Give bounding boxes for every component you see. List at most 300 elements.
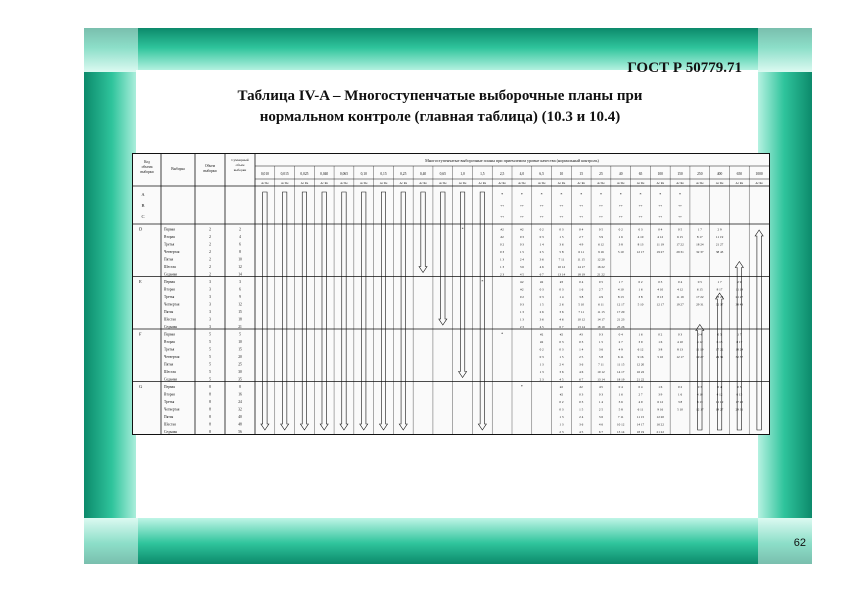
ac-re-value: 2 7	[579, 235, 584, 239]
sample-size: 5	[209, 332, 211, 337]
ac-re-value: 0 3	[539, 287, 544, 292]
arrow-marker: ++	[658, 204, 663, 208]
ac-re-value: 18 19	[597, 325, 605, 329]
ac-re-value: #2	[540, 340, 544, 344]
cumulative-size: 18	[238, 317, 242, 322]
title-line-2: нормальном контроле (главная таблица) (10.3 и 10.4)	[259, 109, 621, 125]
code-label: E	[139, 279, 142, 284]
cumulative-size: 10	[238, 340, 242, 344]
sample-name: Первая	[164, 385, 175, 389]
ac-re-value: 4 12	[657, 235, 664, 239]
arrow-marker: ++	[559, 204, 564, 208]
header-code: выборки	[140, 170, 154, 174]
ac-re-value: 10 12	[617, 422, 625, 427]
standard-code: ГОСТ Р 50779.71	[627, 60, 742, 76]
sample-name: Пятая	[164, 257, 174, 262]
arrow-marker: ++	[599, 215, 603, 219]
aql-value: 400	[716, 172, 723, 176]
header-sample: Выборка	[171, 167, 185, 171]
ac-re-value: 1 3	[500, 265, 505, 269]
header-size: выборки	[203, 169, 217, 173]
ac-re-value: 2 4	[579, 415, 584, 419]
ac-re-value: 13 14	[617, 430, 625, 434]
ac-re-value: 13 14	[597, 377, 605, 382]
ac-re-value: 2 3	[500, 272, 505, 277]
sample-size: 5	[209, 340, 211, 344]
ac-re-value: 0 2	[539, 347, 544, 352]
aql-value: 10	[559, 172, 564, 176]
ac-re-value: 0 2	[658, 332, 663, 337]
ac-re-value: #2	[559, 332, 564, 337]
sample-size: 8	[209, 422, 211, 427]
ac-re-value: 21 22	[636, 377, 645, 382]
ac-re-value: 1 4	[598, 400, 604, 404]
ac-re-value: 0 3	[519, 302, 524, 307]
sample-size: 5	[209, 377, 211, 382]
ac-re-value: 1 6	[658, 340, 663, 344]
frame-bottom-bar	[138, 518, 758, 564]
sample-name: Седьмая	[164, 377, 177, 382]
page-number: 62	[793, 537, 806, 549]
ac-re-value: 32 37	[735, 355, 744, 359]
ac-re-value: 2 3	[519, 325, 524, 329]
down-arrow	[419, 192, 427, 273]
arrow-marker: ++	[539, 204, 544, 208]
ac-re-value: 19 27	[676, 302, 684, 307]
ac-re-value: 1 6	[638, 332, 643, 337]
cumulative-size: 6	[239, 242, 241, 247]
ac-re-value: 8 13	[637, 242, 644, 247]
ac-re-value: 3 6	[559, 310, 564, 314]
ac-re-value: 1 5	[579, 407, 584, 412]
ac-re-label: Ac Re	[537, 181, 546, 185]
ac-re-label: Ac Re	[557, 181, 566, 185]
star-marker: *	[599, 192, 602, 197]
header-cumulative: объем	[235, 163, 245, 167]
ac-re-value: 1 5	[519, 250, 524, 254]
ac-re-value: 7 11	[598, 362, 604, 367]
ac-re-value: 6 11	[617, 355, 624, 359]
cumulative-size: 35	[238, 377, 242, 382]
ac-re-value: 29 31	[676, 250, 684, 254]
ac-re-value: 4 12	[696, 340, 703, 344]
ac-re-value: 3 6	[598, 347, 604, 352]
ac-re-value: 4 12	[716, 392, 723, 397]
sample-name: Четвертая	[164, 407, 180, 412]
ac-re-value: 16 22	[656, 422, 664, 427]
down-arrow	[300, 192, 308, 430]
aql-value: 0,065	[339, 172, 349, 176]
star-marker: *	[679, 192, 682, 197]
ac-re-value: 1 5	[559, 355, 564, 359]
ac-re-value: 1 3	[500, 257, 505, 262]
ac-re-label: Ac Re	[656, 181, 665, 185]
ac-re-value: 2 9	[737, 280, 742, 284]
ac-re-value: 2 7	[638, 392, 643, 397]
ac-re-value: 21 22	[597, 272, 605, 277]
ac-re-value: 1 6	[618, 235, 623, 239]
ac-re-value: 12 17	[696, 407, 704, 412]
ac-re-label: Ac Re	[498, 181, 506, 185]
aql-value: 2,5	[499, 172, 505, 176]
star-marker: *	[560, 192, 563, 197]
ac-re-value: 0 3	[559, 340, 564, 344]
arrow-marker: ++	[519, 215, 524, 219]
aql-value: 0,010	[260, 172, 269, 176]
ac-re-value: 3 6	[598, 415, 604, 419]
ac-re-value: 2 5	[598, 407, 604, 412]
sample-size: 8	[209, 430, 211, 434]
aql-value: 150	[677, 172, 683, 176]
aql-value: 650	[736, 172, 743, 176]
cumulative-size: 14	[238, 272, 242, 277]
sample-name: Первая	[164, 280, 175, 284]
ac-re-value: 2 3	[539, 377, 544, 382]
arrow-marker: ++	[678, 204, 682, 208]
ac-re-value: 6 15	[736, 392, 743, 397]
ac-re-value: 7 11	[578, 310, 585, 314]
ac-re-value: 21 27	[735, 295, 744, 299]
ac-re-value: 4 10	[637, 235, 644, 239]
ac-re-value: 0 5	[677, 227, 683, 232]
ac-re-value: 4 9	[598, 295, 604, 299]
aql-value: 0,65	[439, 172, 446, 176]
ac-re-value: 0 5	[737, 385, 742, 389]
cumulative-size: 48	[238, 422, 242, 427]
ac-re-value: 18 19	[636, 430, 645, 434]
ac-re-value: 14 17	[597, 317, 605, 322]
ac-re-value: 12 20	[656, 415, 664, 419]
aql-value: 0,25	[400, 172, 407, 176]
cumulative-size: 32	[238, 407, 242, 412]
ac-re-value: 29 31	[696, 302, 704, 307]
star-marker: *	[619, 192, 622, 197]
code-label: B	[141, 203, 145, 208]
ac-re-label: Ac Re	[478, 181, 487, 185]
cumulative-size: 12	[238, 302, 242, 307]
sample-size: 8	[209, 415, 211, 419]
ac-re-value: 1 3	[519, 317, 524, 322]
sample-name: Вторая	[164, 392, 175, 397]
down-arrow	[281, 192, 289, 430]
cumulative-size: 4	[239, 235, 241, 239]
sample-size: 3	[209, 310, 211, 314]
ac-re-value: 5 8	[598, 355, 604, 359]
ac-re-value: 0 4	[697, 332, 702, 337]
sample-name: Пятая	[164, 310, 174, 314]
sample-name: Первая	[164, 227, 175, 232]
ac-re-label: Ac Re	[616, 181, 625, 185]
header-code: Код	[144, 160, 150, 164]
ac-re-value: 1 6	[658, 385, 663, 389]
sample-size: 3	[209, 317, 211, 322]
ac-re-value: 3 6	[539, 317, 544, 322]
up-arrow	[755, 230, 763, 430]
ac-re-value: 1 5	[598, 340, 604, 344]
cumulative-size: 5	[239, 332, 241, 337]
ac-re-value: 0 3	[697, 385, 702, 389]
ac-re-value: 4 6	[598, 422, 604, 427]
ac-re-value: 4 9	[618, 347, 623, 352]
ac-re-value: 2 4	[519, 257, 524, 262]
arrow-marker: ++	[559, 215, 564, 219]
ac-re-value: 6 11	[598, 302, 604, 307]
ac-re-value: 2 9	[717, 227, 722, 232]
sample-name: Вторая	[164, 340, 175, 344]
ac-re-value: 10 12	[557, 265, 566, 269]
aql-value: 100	[657, 172, 663, 176]
aql-value: 6,5	[539, 172, 544, 176]
ac-re-value: 3 6	[559, 370, 564, 374]
ac-re-value: 0 2	[500, 242, 505, 247]
ac-re-value: 0 3	[539, 295, 544, 299]
ac-re-value: 12 17	[617, 302, 625, 307]
arrow-marker: ++	[678, 215, 682, 219]
ac-re-label: Ac Re	[419, 181, 427, 185]
star-marker: *	[639, 192, 642, 197]
sample-name: Пятая	[164, 362, 174, 367]
ac-re-value: 3 6	[579, 362, 584, 367]
ac-re-value: 8 13	[617, 295, 624, 299]
sample-size: 3	[209, 295, 211, 299]
arrow-marker: ++	[638, 215, 643, 219]
aql-value: 0,40	[419, 172, 427, 176]
cumulative-size: 16	[238, 392, 242, 397]
ac-re-value: 13 14	[577, 325, 585, 329]
ac-re-value: 12 17	[676, 355, 684, 359]
aql-value: 250	[697, 172, 703, 176]
ac-re-value: 16 22	[597, 265, 605, 269]
ac-re-value: 25 26	[617, 325, 625, 329]
ac-re-value: 11 19	[696, 347, 704, 352]
sample-size: 3	[209, 325, 211, 329]
ac-re-value: 0 3	[579, 340, 584, 344]
header-code: объема	[141, 165, 153, 169]
ac-re-value: 18 24	[696, 242, 704, 247]
ac-re-value: 6 12	[598, 242, 604, 247]
ac-re-label: Ac Re	[636, 181, 645, 185]
ac-re-label: Ac Re	[439, 181, 447, 185]
ac-re-value: 6 7	[559, 325, 564, 329]
cumulative-size: 12	[238, 265, 242, 269]
ac-re-value: 0 3	[559, 347, 564, 352]
ac-re-value: 3 9	[658, 392, 663, 397]
arrow-marker: ++	[579, 215, 584, 219]
cumulative-size: 15	[238, 347, 242, 352]
ac-re-value: 3 6	[579, 422, 584, 427]
ac-re-value: 6 7	[598, 430, 604, 434]
ac-re-value: #2	[520, 227, 524, 232]
ac-re-value: 2 6	[539, 310, 544, 314]
ac-re-value: 19 27	[715, 407, 724, 412]
sample-name: Четвертая	[164, 302, 180, 307]
arrow-marker: ++	[638, 204, 643, 208]
ac-re-label: Ac Re	[715, 181, 724, 185]
sample-name: Пятая	[164, 415, 174, 419]
ac-re-value: #3	[579, 332, 583, 337]
ac-re-value: 0 3	[638, 227, 643, 232]
page-title	[180, 86, 700, 128]
ac-re-value: 17 22	[696, 295, 704, 299]
ac-re-value: 0 3	[519, 235, 524, 239]
cumulative-size: 9	[239, 295, 241, 299]
sample-size: 5	[209, 347, 211, 352]
sample-name: Третья	[164, 347, 175, 352]
star-marker: *	[520, 192, 523, 197]
sample-size: 8	[209, 385, 211, 389]
down-arrow	[360, 192, 368, 430]
ac-re-value: 4 6	[559, 317, 564, 322]
sample-name: Вторая	[164, 235, 175, 239]
ac-re-value: 0 4	[658, 227, 663, 232]
ac-re-value: 8 13	[657, 295, 664, 299]
ac-re-value: 14 17	[636, 422, 645, 427]
aql-value: 1000	[755, 172, 763, 176]
ac-re-value: 5 8	[618, 407, 623, 412]
ac-re-label: Ac Re	[755, 181, 763, 185]
ac-re-value: 6 7	[539, 272, 544, 277]
ac-re-value: 0 3	[579, 392, 584, 397]
ac-re-value: 0 2	[638, 280, 643, 284]
cumulative-size: 25	[238, 362, 242, 367]
ac-re-value: 21 22	[656, 430, 664, 434]
ac-re-value: 6 15	[677, 235, 683, 239]
ac-re-value: 4 10	[657, 287, 664, 292]
ac-re-value: 0 4	[677, 280, 683, 284]
sample-size: 8	[209, 400, 211, 404]
down-arrow	[459, 192, 467, 378]
ac-re-value: 3 6	[539, 257, 544, 262]
ac-re-value: 1 7	[737, 332, 742, 337]
ac-re-label: Ac Re	[340, 181, 348, 185]
ac-re-value: 9 16	[598, 250, 604, 254]
ac-re-value: 1 3	[539, 362, 544, 367]
ac-re-value: 0 2	[618, 227, 623, 232]
ac-re-value: 3 8	[638, 295, 643, 299]
sample-size: 2	[209, 250, 211, 254]
ac-re-value: 2 7	[598, 287, 604, 292]
ac-re-value: 11 19	[676, 295, 684, 299]
ac-re-value: 3 8	[618, 242, 623, 247]
ac-re-value: 14 17	[577, 265, 585, 269]
star-marker: *	[580, 192, 583, 197]
cumulative-size: 56	[238, 430, 242, 434]
sample-size: 2	[209, 257, 211, 262]
ac-re-value: 9 16	[657, 407, 664, 412]
ac-re-value: 38 43	[735, 302, 744, 307]
ac-re-value: 0 3	[559, 287, 564, 292]
ac-re-value: 2 4	[559, 362, 564, 367]
ac-re-value: 4 10	[617, 287, 624, 292]
code-label: D	[139, 226, 143, 232]
cumulative-size: 8	[239, 385, 241, 389]
aql-value: 0,040	[320, 172, 329, 176]
ac-re-value: 4 5	[519, 272, 524, 277]
ac-re-value: 4 5	[559, 377, 564, 382]
ac-re-value: #3	[599, 385, 603, 389]
ac-re-value: 0 2	[519, 295, 524, 299]
sample-name: Третья	[164, 242, 175, 247]
ac-re-value: 4 10	[677, 340, 683, 344]
ac-re-value: 5 10	[578, 302, 585, 307]
cumulative-size: 3	[239, 280, 241, 284]
ac-re-label: Ac Re	[379, 181, 388, 185]
frame-corner-top-right	[756, 28, 812, 72]
ac-re-value: 6 12	[657, 400, 664, 404]
sample-name: Шестая	[164, 317, 176, 322]
ac-re-value: #2	[579, 385, 583, 389]
ac-re-value: 0 4	[579, 227, 584, 232]
ac-re-value: 0 3	[539, 355, 544, 359]
code-label: C	[141, 214, 145, 219]
ac-re-value: 17 20	[617, 310, 625, 314]
down-arrow	[261, 192, 269, 430]
ac-re-label: Ac Re	[261, 181, 269, 185]
ac-re-value: 17 22	[735, 400, 744, 404]
ac-re-value: 3 8	[658, 347, 663, 352]
code-label: G	[139, 384, 143, 389]
ac-re-value: 1 7	[697, 227, 702, 232]
ac-re-value: #2	[559, 392, 564, 397]
sample-size: 2	[209, 272, 211, 277]
ac-re-value: 2 5	[579, 355, 584, 359]
star-marker: *	[501, 331, 504, 337]
ac-re-value: 32 37	[696, 250, 704, 254]
arrow-marker: ++	[500, 215, 505, 219]
aql-value: 0,15	[380, 172, 387, 176]
ac-re-value: #3	[559, 280, 564, 284]
ac-re-value: 11 19	[715, 400, 724, 404]
sample-name: Первая	[164, 332, 175, 337]
arrow-marker: ++	[519, 204, 524, 208]
ac-re-value: 32 37	[715, 302, 724, 307]
ac-re-value: 11 15	[577, 257, 585, 262]
ac-re-value: 2 3	[559, 430, 564, 434]
ac-re-value: 6 15	[696, 287, 703, 292]
ac-re-value: 11 19	[715, 235, 724, 239]
ac-re-value: 12 17	[636, 250, 645, 254]
ac-re-value: 5 10	[677, 407, 683, 412]
sample-size: 3	[209, 287, 211, 292]
ac-re-value: 4 10	[696, 392, 703, 397]
sample-name: Четвертая	[164, 250, 180, 254]
ac-re-value: 0 2	[559, 400, 564, 404]
cumulative-size: 21	[238, 325, 242, 329]
ac-re-value: 0 5	[598, 227, 604, 232]
sample-size: 5	[209, 370, 211, 374]
down-arrow	[320, 192, 328, 430]
star-marker: *	[481, 279, 484, 284]
ac-re-value: 0 4	[618, 332, 623, 337]
ac-re-value: 0 3	[500, 250, 505, 254]
ac-re-value: 2 7	[618, 340, 623, 344]
ac-re-value: 8 13	[696, 400, 703, 404]
aql-value: 1,5	[480, 172, 485, 176]
ac-re-value: 6 15	[716, 340, 723, 344]
ac-re-value: 4 5	[539, 325, 544, 329]
ac-re-value: 18 24	[715, 295, 724, 299]
sample-name: Четвертая	[164, 355, 180, 359]
arrow-marker: ++	[599, 204, 603, 208]
ac-re-value: 4 6	[539, 265, 544, 269]
ac-re-value: 1 3	[559, 415, 564, 419]
header-size: Объем	[204, 164, 216, 168]
ac-re-value: 0 5	[697, 280, 702, 284]
ac-re-label: Ac Re	[320, 181, 328, 185]
ac-re-value: 0 3	[559, 227, 564, 232]
ac-re-value: 1 5	[539, 302, 544, 307]
cumulative-size: 24	[238, 400, 242, 404]
